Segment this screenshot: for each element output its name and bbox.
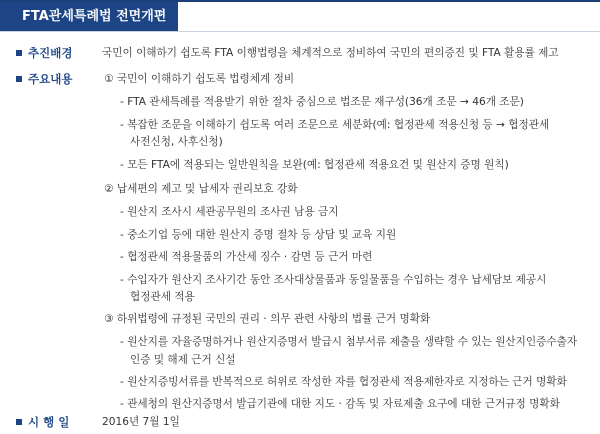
square-bullet-icon (16, 419, 22, 425)
background-text: 국민이 이해하기 쉽도록 FTA 이행법령을 체계적으로 정비하여 국민의 편의증진 및 FTA 활용률 제고 (102, 47, 559, 59)
section-label-main: 주요내용 (16, 70, 72, 88)
item3-sub3: - 관세청의 원산지증명서 발급기관에 대한 지도 · 감독 및 자료제출 요구에 대한 근거규정 명확화 (120, 398, 560, 410)
section-label-background: 추진배경 (16, 44, 72, 62)
item2-sub2: - 중소기업 등에 대한 원산지 증명 절차 등 상담 및 교육 지원 (120, 229, 397, 241)
effective-date: 2016년 7월 1일 (102, 416, 180, 428)
item2-sub3: - 협정관세 적용물품의 가산세 징수 · 감면 등 근거 마련 (120, 251, 373, 263)
item2-sub4-line1: - 수입자가 원산지 조사기간 동안 조사대상물품과 동일물품을 수입하는 경우 납세담보 제공시 (120, 274, 547, 286)
item1-sub1: - FTA 관세특례를 적용받기 위한 절차 중심으로 법조문 재구성(36개 조문 → 46개 조문) (120, 96, 524, 108)
title-bar (0, 0, 600, 32)
square-bullet-icon (16, 50, 22, 56)
item3-sub1-line1: - 원산지를 자율증명하거나 원산지증명서 발급시 첨부서류 제출을 생략할 수 있는 원산지인증수출자 (120, 336, 578, 348)
item3-heading: ③ 하위법령에 규정된 국민의 권리 · 의무 관련 사항의 법률 근거 명확화 (104, 313, 431, 325)
item1-heading: ① 국민이 이해하기 쉽도록 법령체계 정비 (104, 73, 295, 85)
page-title: FTA관세특례법 전면개편 (0, 2, 178, 31)
section-label-effective: 시 행 일 (16, 413, 69, 431)
item1-sub2-line2: 사전신청, 사후신청) (130, 136, 223, 148)
item1-sub2-line1: - 복잡한 조문을 이해하기 쉽도록 여러 조문으로 세분화(예: 협정관세 적용신청 등 → 협정관세 (120, 119, 550, 131)
item1-sub3: - 모든 FTA에 적용되는 일반원칙을 보완(예: 협정관세 적용요건 및 원산지 증명 원칙) (120, 159, 509, 171)
item2-sub4-line2: 협정관세 적용 (130, 291, 195, 303)
item3-sub1-line2: 인증 및 해제 근거 신설 (130, 354, 236, 366)
square-bullet-icon (16, 76, 22, 82)
item2-sub1: - 원산지 조사시 세관공무원의 조사권 남용 금지 (120, 206, 339, 218)
item3-sub2: - 원산지증빙서류를 반복적으로 허위로 작성한 자를 협정관세 적용제한자로 지정하는 근거 명확화 (120, 376, 567, 388)
item2-heading: ② 납세편의 제고 및 납세자 권리보호 강화 (104, 183, 298, 195)
